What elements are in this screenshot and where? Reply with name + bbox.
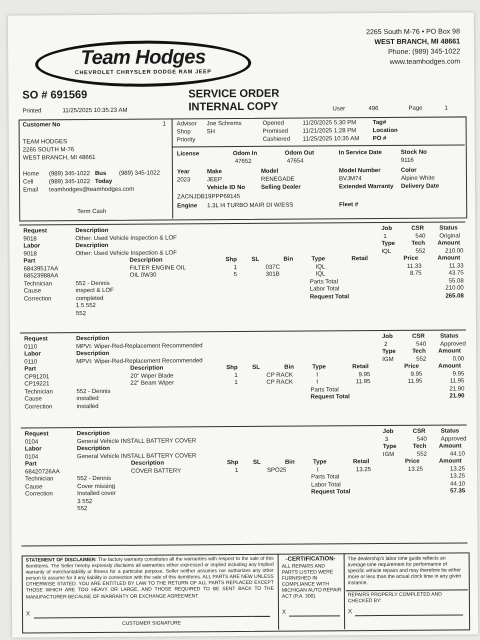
labor-type: IGM: [382, 356, 394, 363]
parts-total-value: 13.25: [450, 473, 466, 480]
cashiered-value: 11/25/2025 10:35 AM: [302, 136, 360, 143]
term-label: Term Cash: [77, 208, 107, 216]
user-label: User: [332, 106, 346, 113]
csr-label: CSR: [412, 428, 426, 435]
priority-label: Priority: [176, 137, 196, 144]
dealer-phone: Phone: (989) 345-1022: [388, 48, 461, 56]
sl-label: SL: [251, 256, 260, 263]
request-total-label: Request Total: [311, 489, 351, 496]
request-total-value: 57.35: [450, 488, 466, 495]
retail-label: Retail: [352, 459, 370, 466]
labor-total-value: 210.00: [445, 285, 464, 292]
cause-label: Cause: [25, 483, 43, 491]
correction-extra: 552: [77, 506, 88, 513]
part-bin: CP RACK: [266, 379, 294, 386]
year-value: 2023: [176, 177, 191, 184]
certification-title: -CERTIFICATION-: [285, 556, 336, 563]
request-code: 0110: [24, 343, 38, 351]
advisor-value: Joe Schrems: [206, 121, 242, 128]
labor-tech: 552: [415, 248, 426, 255]
cell-label: Cell: [22, 179, 34, 186]
bin-label: Bin: [284, 459, 295, 466]
stock-value: 9116: [400, 157, 414, 164]
status-label: Status: [440, 333, 459, 340]
cause-label: Cause: [23, 288, 42, 295]
customer-label: Customer No: [22, 122, 61, 129]
cause-label: Cause: [24, 396, 42, 403]
part-retail: 13.25: [355, 466, 372, 473]
repairs-checked-label: REPAIRS PROPERLY COMPLETED AND CHECKED BY:: [347, 591, 442, 605]
disclaimer-text: The factory warranty constitutes all the warranties with respect to the sale of this item/items. The Seller hereby expressly disclaims all warranties either expressed or implied including any implied warranty of merchantability or fitness for a particular purpose. Seller neither assumes nor authorizes any other person to assume for it any liability in connection with the sale of this item/items. ALL PARTS ARE NEW UNLESS OTHERWISE STATED. YOU ARE ENTITLED BY LAW TO THE RETURN OF ALL PARTS REPLACED EXCEPT THOSE WHICH ARE TOO HEAVY OR LARGE, AND THOSE REQUIRED TO BE SENT BACK TO THE MANUFACTURER BECAUSE OF WARRANTY OR EXCHANGE AGREEMENT.: [25, 556, 274, 601]
job-number: 2: [384, 341, 388, 348]
type-label: Type: [312, 364, 326, 371]
doc-title: SERVICE ORDER: [188, 87, 280, 101]
amount-label: Amount: [437, 255, 461, 262]
email-value: teamhodges@teamhodges.com: [49, 186, 135, 194]
shp-label: Shp: [226, 365, 238, 372]
shp-label: Shp: [225, 257, 237, 264]
csr-value: 540: [415, 233, 426, 240]
labor-guide-text: The dealership's labor time guide reflects an average time requirement for performance of specific vehicle repairs and may therefore be either more or less than the actual clock time in any given instance.: [347, 555, 462, 587]
user-value: 496: [368, 106, 379, 113]
part-label: Part: [24, 366, 36, 373]
cause-value: installed: [76, 396, 99, 403]
amount-label: Amount: [438, 458, 462, 465]
description-label: Description: [76, 430, 110, 438]
labor-amount: 210.00: [445, 247, 464, 255]
part-description: 22" Beam Wiper: [130, 380, 174, 387]
year-label: Year: [176, 169, 190, 176]
shop-value: SH: [206, 129, 216, 136]
labor-description: Other: Used Vehicle Inspection & LOF: [75, 249, 177, 257]
job-number: 3: [384, 436, 389, 443]
location-label: Location: [372, 127, 398, 135]
model-no-value: BVJM74: [338, 176, 362, 183]
odom-out-label: Odom Out: [284, 150, 315, 157]
part-price: 11.33: [406, 263, 422, 270]
tech-label: Tech: [411, 240, 426, 247]
disclaimer: [26, 557, 274, 601]
price-label: Price: [403, 255, 419, 262]
correction-extra: 1.5 552: [75, 303, 96, 310]
request-total-value: 265.08: [445, 292, 464, 300]
bus-phone: (989) 345-1022: [118, 170, 160, 177]
csr-value: 540: [416, 341, 427, 348]
parts-total-label: Parts Total: [309, 278, 338, 286]
part-amount: 11.33: [448, 262, 464, 270]
price-label: Price: [404, 363, 420, 370]
amount-label: Amount: [437, 240, 461, 247]
selling-dealer-label: Selling Dealer: [261, 184, 301, 191]
csr-label: CSR: [412, 333, 425, 340]
type-label: Type: [312, 459, 327, 466]
dealer-logo: [35, 40, 251, 88]
labor-code: 9018: [23, 250, 37, 258]
logo-subtitle: CHEVROLET CHRYSLER DODGE RAM JEEP: [74, 69, 212, 77]
type-label: Type: [311, 256, 326, 263]
bin-label: Bin: [283, 256, 294, 263]
status-label: Status: [440, 428, 460, 435]
labor-label: Labor: [23, 243, 41, 250]
labor-total-value: 44.10: [450, 480, 466, 488]
request-total-value: 21.90: [449, 393, 465, 400]
description-label: Description: [76, 335, 110, 343]
odom-out-value: 47654: [286, 158, 304, 165]
doc-subtitle: INTERNAL COPY: [188, 100, 279, 114]
part-bin: 301B: [265, 271, 280, 278]
service-order-document: [8, 12, 478, 637]
labor-tech: 552: [416, 356, 427, 363]
part-price: 9.95: [410, 371, 423, 378]
retail-label: Retail: [352, 364, 369, 371]
customer-street: 2265 SOUTH M-76: [22, 147, 75, 154]
technician-label: Technician: [23, 280, 53, 288]
part-price: 8.75: [409, 270, 422, 277]
cause-value: inspect & LOF: [75, 287, 114, 295]
technician-value: 552 - Dennis: [76, 388, 111, 395]
customer-name: TEAM HODGES: [22, 139, 68, 146]
technician-value: 552 - Dennis: [77, 475, 112, 483]
correction-label: Correction: [23, 295, 52, 303]
vin-value: ZACNJDB19PPP69145: [177, 194, 241, 201]
labor-tech: 552: [416, 451, 427, 458]
color-value: Alpine White: [400, 175, 435, 182]
cause-value: Cover missing: [77, 483, 116, 490]
type-label: Type: [382, 443, 397, 451]
labor-type: IQL: [381, 248, 392, 255]
description-label: Description: [75, 242, 109, 250]
job-label: Job: [382, 428, 394, 436]
status-label: Status: [439, 225, 458, 232]
advisor-label: Advisor: [176, 121, 197, 128]
labor-total-label: Labor Total: [311, 481, 341, 489]
shop-label: Shop: [176, 129, 191, 136]
sl-label: SL: [252, 459, 261, 466]
engine-label: Engine: [177, 203, 198, 210]
part-label: Part: [23, 258, 36, 265]
email-label: Email: [23, 187, 39, 194]
checked-x-mark: X: [347, 609, 353, 616]
part-amount: 9.95: [452, 370, 465, 378]
customer-city: WEST BRANCH, MI 48661: [22, 155, 96, 162]
part-number: 68439517AA: [23, 265, 59, 273]
part-retail: 11.95: [355, 379, 371, 386]
printed-date: 11/25/2025 10:35:23 AM: [62, 107, 128, 115]
status-value: Original: [439, 232, 461, 240]
part-shp: 1: [234, 372, 238, 379]
parts-total-value: 55.08: [448, 277, 464, 285]
sl-label: SL: [252, 364, 260, 371]
request-label: Request: [23, 228, 48, 235]
part-type: I: [316, 466, 319, 473]
correction-value: completed: [75, 295, 104, 302]
job-number: 1: [383, 233, 387, 240]
part-bin: SPO25: [266, 467, 287, 474]
request-description: Other: Used Vehicle Inspection & LOF: [75, 234, 177, 242]
correction-label: Correction: [24, 403, 53, 411]
cell-phone: (989) 345-1022: [48, 179, 91, 186]
labor-description: General Vehicle INSTALL BATTERY COVER: [76, 452, 197, 460]
csr-label: CSR: [411, 225, 425, 232]
today-label: Today: [94, 178, 113, 186]
correction-extra: 3 552: [77, 498, 93, 505]
correction-label: Correction: [25, 491, 53, 498]
bin-label: Bin: [284, 364, 294, 371]
labor-label: Labor: [24, 446, 42, 453]
logo-text: Team Hodges: [80, 46, 206, 70]
disclaimer-title: STATEMENT OF DISCLAIMER:: [25, 558, 97, 564]
fleet-label: Fleet #: [339, 202, 359, 209]
status-value: Approved: [440, 340, 466, 348]
correction-value: installed: [76, 403, 99, 410]
amount-label: Amount: [438, 363, 461, 370]
labor-description: MPVI: Wiper-Red-Replacement Recommended: [76, 357, 203, 365]
part-amount: 11.95: [449, 378, 465, 385]
home-phone: (989) 345-1022: [48, 171, 90, 178]
dealer-city: WEST BRANCH, MI 48661: [374, 38, 461, 47]
job-label: Job: [382, 333, 393, 341]
so-number: SO # 691569: [22, 89, 88, 102]
type-label: Type: [382, 348, 396, 356]
vin-label: Vehicle ID No: [207, 184, 246, 192]
po-label: PO #: [372, 135, 387, 143]
section-separator: [20, 329, 466, 333]
part-description: 20" Wiper Blade: [130, 372, 174, 380]
labor-type: IGM: [382, 451, 395, 458]
customer-no: 1: [162, 121, 166, 128]
part-number: CP19221: [24, 381, 50, 388]
request-code: 0104: [24, 438, 39, 446]
technician-label: Technician: [25, 476, 54, 483]
price-label: Price: [404, 458, 420, 465]
model-no-label: Model Number: [338, 168, 381, 175]
part-amount: 13.25: [449, 465, 466, 473]
part-description-label: Description: [129, 257, 163, 264]
parts-total-label: Parts Total: [311, 474, 340, 481]
shp-label: Shp: [226, 460, 239, 467]
printed-label: Printed: [22, 108, 42, 115]
part-type: IQL: [315, 263, 326, 270]
make-label: Make: [206, 169, 222, 176]
part-amount: 43.75: [448, 270, 464, 277]
section-separator: [22, 542, 468, 546]
request-code: 9018: [23, 235, 37, 243]
opened-label: Opened: [262, 120, 284, 127]
correction-extra: 552: [75, 310, 86, 317]
dealer-address: 2265 South M-76 • PO Box 98: [366, 28, 460, 37]
part-shp: 5: [233, 272, 238, 279]
labor-amount: 0.00: [452, 355, 465, 363]
part-price: 11.95: [407, 378, 423, 385]
job-label: Job: [381, 225, 393, 233]
cert-x-mark: X: [281, 609, 287, 616]
stock-label: Stock No: [400, 149, 427, 156]
request-total-label: Request Total: [310, 394, 350, 401]
correction-value: Installed cover: [77, 490, 116, 498]
license-label: License: [176, 151, 200, 158]
tech-label: Tech: [412, 348, 426, 355]
model-value: RENEGADE: [260, 176, 295, 183]
amount-label: Amount: [438, 348, 461, 355]
description-label: Description: [75, 227, 109, 235]
request-label: Request: [24, 431, 49, 438]
part-description-label: Description: [130, 460, 165, 467]
amount-label: Amount: [438, 443, 462, 450]
description-label: Description: [76, 445, 110, 453]
request-label: Request: [24, 336, 48, 343]
color-label: Color: [400, 167, 417, 174]
technician-label: Technician: [24, 388, 53, 396]
labor-amount: 44.10: [449, 450, 465, 458]
delivery-date-label: Delivery Date: [401, 183, 440, 190]
part-type: I: [316, 379, 319, 386]
section-separator: [21, 424, 467, 428]
tag-label: Tag#: [372, 119, 387, 127]
part-retail: 9.95: [358, 371, 371, 378]
part-label: Part: [24, 461, 37, 468]
labor-label: Labor: [24, 351, 41, 358]
part-bin: CP RACK: [266, 372, 293, 379]
certification-text: ALL REPAIRS AND PARTS LISTED WERE FURNISHED IN COMPLIANCE WITH MICHIGAN AUTO REPAIR ACT (P.A. 300).: [281, 563, 342, 601]
odom-in-value: 47652: [234, 158, 252, 166]
promised-value: 11/21/2025 1:28 PM: [302, 128, 357, 135]
dealer-web: www.teamhodges.com: [389, 58, 461, 66]
labor-code: 0110: [24, 358, 38, 366]
section-separator: [19, 221, 465, 225]
part-shp: 1: [233, 264, 237, 271]
csr-value: 540: [416, 436, 427, 443]
request-total-label: Request Total: [309, 293, 350, 301]
customer-signature-label: CUSTOMER SIGNATURE: [122, 620, 181, 627]
page-value: 1: [444, 105, 448, 112]
part-bin: 037C: [265, 264, 280, 271]
part-price: 13.25: [407, 466, 424, 473]
part-shp: 1: [234, 467, 239, 474]
part-number: 68420726AA: [25, 468, 60, 476]
odom-in-label: Odom In: [232, 150, 258, 158]
part-type: IQL: [315, 271, 326, 278]
page-label: Page: [408, 105, 423, 112]
labor-total-label: Labor Total: [309, 286, 340, 293]
part-description: COVER BATTERY: [130, 467, 182, 475]
customer-x-mark: X: [25, 611, 31, 618]
part-number: CP91201: [24, 373, 50, 381]
home-label: Home: [22, 171, 39, 178]
model-label: Model: [260, 168, 279, 175]
type-label: Type: [381, 240, 396, 248]
bus-label: Bus: [94, 170, 107, 178]
ext-warranty-label: Extended Warranty: [339, 183, 394, 191]
part-description-label: Description: [130, 365, 164, 372]
description-label: Description: [76, 350, 110, 358]
service-date-label: In Service Date: [338, 150, 382, 157]
part-description: OIL 0W30: [129, 272, 157, 279]
request-description: MPVI: Wiper-Red-Replacement Recommended: [76, 342, 203, 350]
labor-code: 0104: [24, 453, 39, 461]
parts-total-value: 21.90: [449, 385, 465, 393]
make-value: JEEP: [206, 177, 223, 184]
tech-label: Tech: [412, 443, 427, 450]
part-description: FILTER ENGINE OIL: [129, 264, 186, 272]
promised-label: Promised: [262, 128, 289, 135]
part-number: 68523988AA: [23, 273, 59, 280]
cashiered-label: Cashiered: [262, 136, 291, 143]
retail-label: Retail: [351, 256, 368, 263]
part-type: I: [316, 371, 319, 378]
technician-value: 552 - Dennis: [75, 280, 110, 287]
part-shp: 1: [234, 380, 238, 387]
status-value: Approved: [440, 435, 467, 443]
opened-value: 11/20/2025 5:30 PM: [302, 120, 357, 127]
parts-total-label: Parts Total: [310, 386, 339, 394]
request-description: General Vehicle INSTALL BATTERY COVER: [76, 437, 197, 445]
engine-value: 1.3L I4 TURBO MAIR DI W/ESS: [207, 202, 294, 210]
